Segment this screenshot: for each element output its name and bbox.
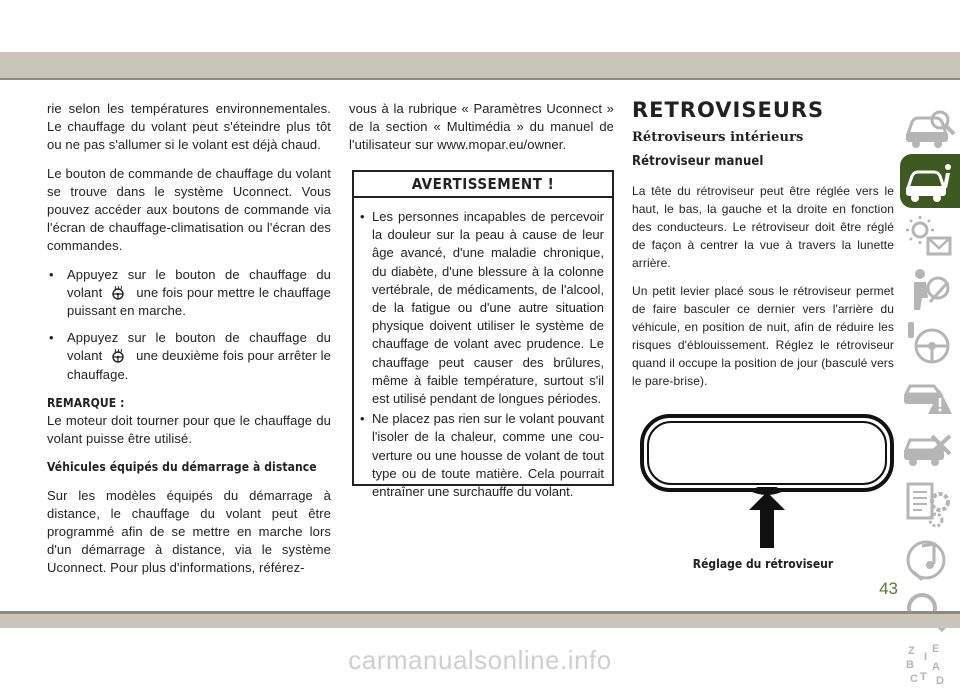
instruction-item-1 — [47, 266, 331, 321]
control-paragraph: Le bouton de commande de chauffage du volant se trouve dans le système Uconnect. Vous pouvez accéder aux boutons de commande via l'écran de chauffage-climatisation ou l'écran des commandes. — [47, 165, 331, 254]
tab-in-case-of-emergency[interactable] — [900, 370, 960, 424]
index-letter: E — [932, 643, 940, 655]
index-letter: Z — [908, 645, 915, 657]
warning-triangle-icon — [900, 370, 960, 424]
remark-text: Le moteur doit tourner pour que le chauffage du volant puisse être utilisé. — [47, 413, 331, 447]
safety-airbag-icon — [900, 262, 960, 316]
tab-safety[interactable] — [900, 262, 960, 316]
instruction-1-pre: Appuyez sur le bouton de chauffage du volant — [67, 266, 331, 300]
warning-title: AVERTISSEMENT ! — [354, 172, 612, 198]
mirror-adjust-paragraph: La tête du rétroviseur peut être réglée vers le haut, le bas, la gauche et la droite en fonction des conducteurs. Le rétroviseur doit être réglé de façon à centrer la vue à travers la lunette arrière. — [632, 183, 894, 270]
index-letter: D — [936, 675, 944, 687]
tab-multimedia[interactable] — [900, 532, 960, 586]
heated-steering-wheel-icon — [110, 286, 126, 300]
tab-technical-specifications[interactable] — [900, 478, 960, 532]
instruction-item-2 — [47, 329, 331, 384]
remote-start-paragraph: Sur les modèles équipés du démarrage à distance, le chauffage du volant peut être programmé afin de se mettre en marche lors d'un démarrage à distance, via le système Uconnect. Pour plus d'informations, référez- — [47, 487, 331, 576]
section-title: Rétroviseurs intérieurs — [632, 130, 804, 146]
header-band — [0, 52, 960, 78]
tab-servicing[interactable] — [900, 424, 960, 478]
service-wrench-icon — [900, 424, 960, 478]
remote-start-title: Véhicules équipés du démarrage à distance — [47, 460, 317, 475]
tab-starting-driving[interactable] — [900, 316, 960, 370]
footer-band — [0, 614, 960, 628]
column-right — [632, 100, 894, 400]
warning-list — [358, 208, 604, 501]
tab-car-info[interactable] — [900, 154, 960, 208]
multimedia-icon — [900, 532, 960, 586]
tab-warning-lights[interactable] — [900, 208, 960, 262]
page-number: 43 — [879, 579, 898, 598]
mirror-lever-paragraph: Un petit levier placé sous le rétroviseur permet de faire basculer ce dernier vers l'arrière du véhicule, en position de nuit, afin de réduire les risques d'éblouissement. Réglez le rétroviseur quand il occupe la position de jour (basculé vers le pare-brise). — [632, 283, 894, 388]
index-letter: B — [906, 659, 914, 671]
page-title: RETROVISEURS — [632, 98, 825, 122]
instruction-2-pre: Appuyez sur le bouton de chauffage du volant — [67, 330, 331, 364]
heated-steering-wheel-icon — [110, 349, 126, 363]
instruction-list — [47, 266, 331, 384]
index-letter: I — [924, 651, 928, 663]
warning-box — [352, 170, 614, 500]
index-letter: T — [920, 671, 927, 683]
chapter-tabs — [900, 100, 960, 694]
warning-item-2: • Ne placez pas rien sur le volant pouvant l'isoler de la chaleur, comme une couverture ou une housse de volant de tout type ou de toute matière. Cela pourrait entraîner une surchauffe du volant. — [358, 410, 604, 501]
remark-title: REMARQUE : — [47, 395, 125, 410]
intro-paragraph: rie selon les températures environnementales. Le chauffage du volant peut s'éteindre plus tôt ou ne pas s'allumer si le volant est déjà chaud. — [47, 101, 331, 153]
warning-item-1: • Les personnes incapables de percevoir la douleur sur la peau à cause de leur âge avancé, d'une maladie chronique, du diabète, d'une blessure à la colonne vertébrale, de médicaments, de l'alcool, de la fatigue ou d'une autre situation physique doivent utiliser le système de chauffage de volant avec prudence. Le chauffage peut causer des brûlures, même à faible température, surtout s'il est utilisé pendant de longues périodes. — [358, 208, 604, 408]
index-letter: C — [910, 673, 918, 685]
car-magnifier-icon — [900, 100, 960, 154]
index-letter: A — [932, 661, 940, 673]
tab-getting-to-know[interactable] — [900, 100, 960, 154]
rearview-mirror-illustration — [640, 408, 894, 558]
instruction-1-post: une fois pour mettre le chauffage puissant en marche. — [67, 284, 331, 319]
starting-driving-icon — [900, 316, 960, 370]
header-band-line — [0, 78, 960, 80]
instruction-2-post: une deuxième fois pour arrêter le chauffage. — [67, 348, 331, 382]
warning-lights-icon — [900, 208, 960, 262]
column-left — [47, 100, 331, 588]
car-info-icon — [900, 154, 960, 208]
figure-caption: Réglage du rétroviseur — [692, 557, 834, 571]
watermark: carmanualsonline.info — [348, 645, 612, 675]
specifications-icon — [900, 478, 960, 532]
subsection-title: Rétroviseur manuel — [632, 154, 764, 170]
continuation-paragraph: vous à la rubrique « Paramètres Uconnect » de la section « Multimédia » du manuel de l'utilisateur sur www.mopar.eu/owner. — [349, 101, 614, 153]
column-middle — [349, 100, 614, 165]
